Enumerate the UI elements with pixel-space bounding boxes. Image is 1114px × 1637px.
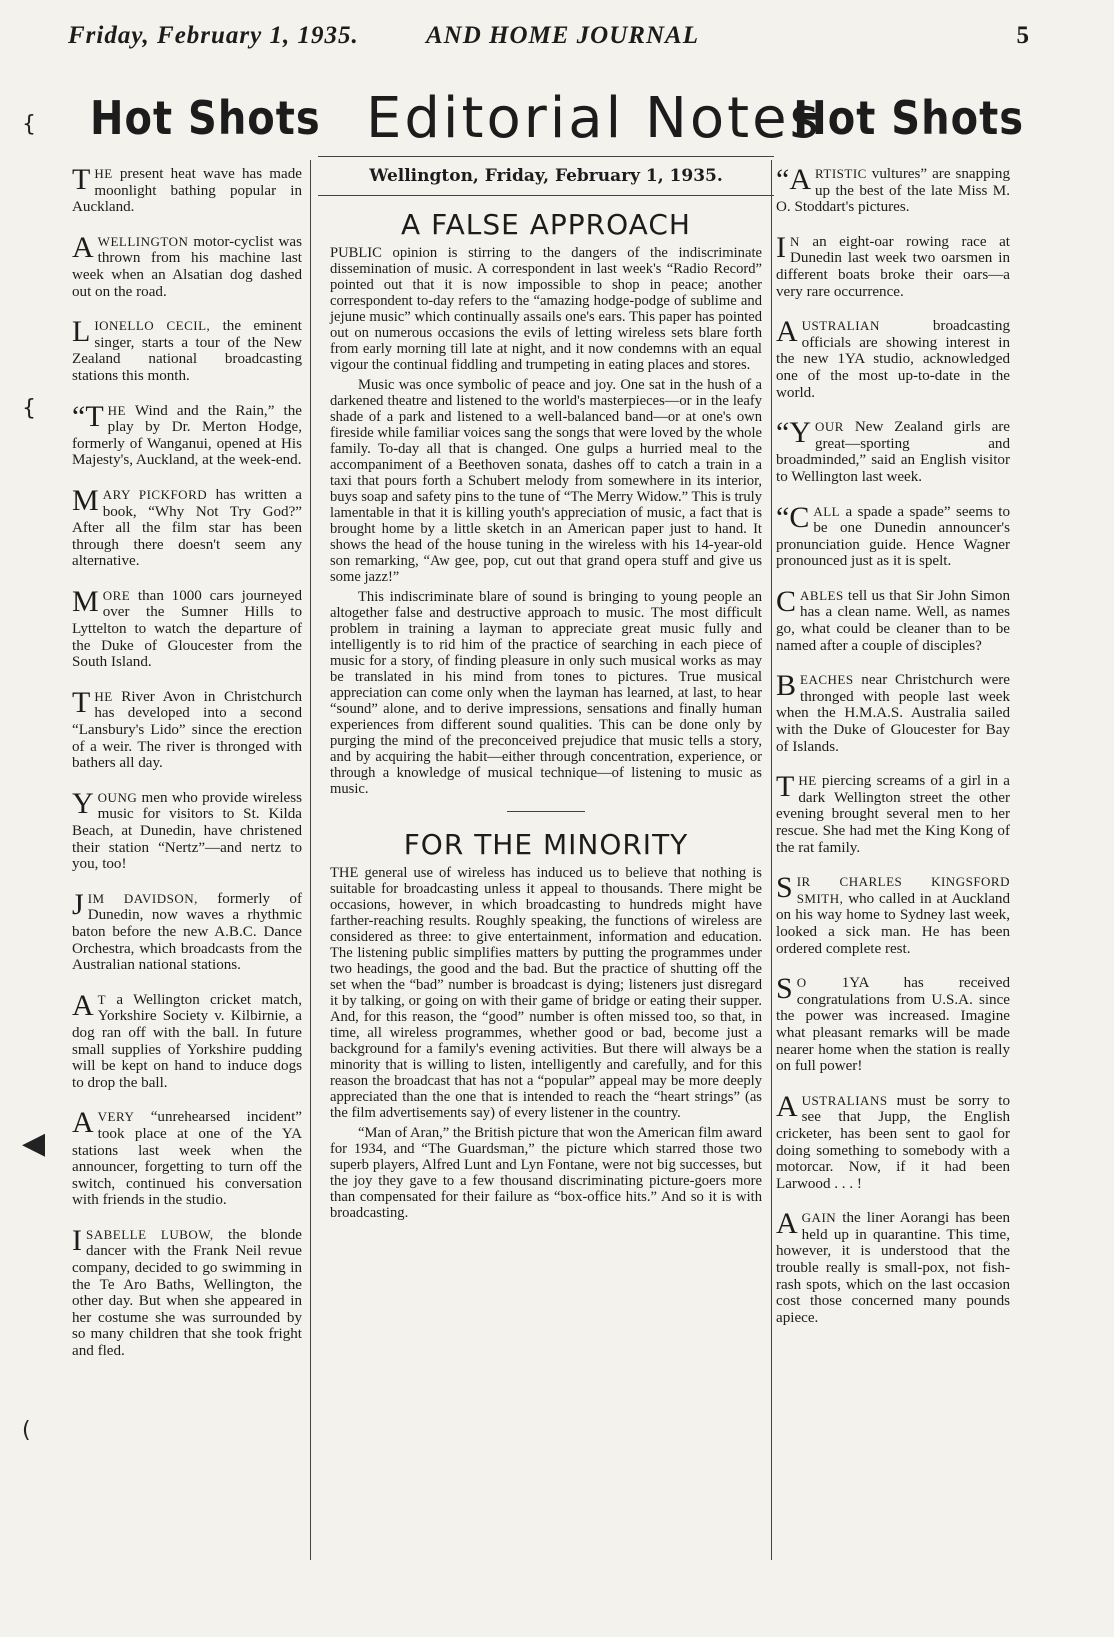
drop-cap: J bbox=[72, 887, 84, 921]
brief-lead: VERY bbox=[97, 1109, 135, 1125]
brief-text: 1YA has received congratulations from U.S.A. since the power was increased. Imagine what pleasant remarks will be made nearer home when the station is really on full power! bbox=[776, 975, 1010, 1075]
brief-text: near Christchurch were thronged with people last week when the H.M.A.S. Australia sailed with the Duke of Gloucester for Bay of Islands. bbox=[776, 672, 1010, 755]
page-header bbox=[68, 22, 1030, 56]
news-brief bbox=[776, 669, 1010, 755]
brief-lead: ARY PICKFORD bbox=[102, 486, 208, 502]
news-brief bbox=[72, 399, 302, 469]
brief-lead: HE bbox=[94, 166, 113, 181]
margin-mark: ( bbox=[22, 1418, 31, 1443]
brief-text: tell us that Sir John Simon has a clean name. Well, as names go, what could be cleaner than to be named after a couple of disciples? bbox=[776, 587, 1010, 654]
news-brief bbox=[72, 230, 302, 300]
brief-text: piercing screams of a girl in a dark Wellington street the other evening brought several men to her rescue. She had met the King Kong of the rat family. bbox=[776, 773, 1010, 856]
news-brief bbox=[776, 500, 1010, 570]
brief-lead: IR CHARLES KINGSFORD SMITH, bbox=[796, 874, 1010, 906]
article-paragraph: “Man of Aran,” the British picture that won the American film award for 1934, and “The Guardsman,” the picture which starred those two superb players, Alfred Lunt and Lyn Fontane, were not big successes, but the joy they gave to a few thousand discriminating picture-goers more than compensated for their failure as “box-office hits.” And so it is with broadcasting. bbox=[330, 1125, 762, 1221]
drop-cap: A bbox=[776, 1089, 798, 1123]
brief-text: a Wellington cricket match, Yorkshire Society v. Kilbirnie, a dog ran off with the ball. In future small supplies of Yorkshire pudding will be kept on hand to induce dogs to drop the ball. bbox=[72, 991, 302, 1091]
news-brief bbox=[776, 770, 1010, 856]
news-brief bbox=[776, 584, 1010, 654]
news-brief bbox=[72, 988, 302, 1092]
news-brief bbox=[776, 871, 1010, 957]
drop-cap: A bbox=[72, 230, 94, 264]
brief-text: who called in at Auckland on his way home to Sydney last week, looked a sick man. He has been ordered complete rest. bbox=[776, 890, 1010, 957]
drop-cap: S bbox=[776, 871, 793, 905]
headline-false-approach: A FALSE APPROACH bbox=[401, 208, 691, 241]
brief-lead: OUNG bbox=[97, 789, 138, 805]
drop-cap: “A bbox=[776, 163, 811, 196]
brief-text: formerly of Dunedin, now waves a rhythmic baton before the new A.B.C. Dance Orchestra, which broadcasts from the Australian national stations. bbox=[72, 890, 302, 974]
brief-text: Wind and the Rain,” the play by Dr. Merton Hodge, formerly of Wanganui, opened at His Majesty's, Auckland, at the week-end. bbox=[72, 402, 302, 469]
brief-text: a spade a spade” seems to be one Dunedin announcer's pronunciation guide. Hence Wagner pronounced just as it is spelt. bbox=[776, 503, 1010, 570]
drop-cap: M bbox=[72, 483, 99, 517]
dateline: Wellington, Friday, February 1, 1935. bbox=[318, 156, 774, 196]
drop-cap: B bbox=[776, 669, 797, 703]
brief-lead: USTRALIAN bbox=[801, 318, 880, 334]
drop-cap: A bbox=[776, 315, 798, 349]
drop-cap: A bbox=[776, 1207, 798, 1241]
brief-text: motor-cyclist was thrown from his machine last week when an Alsatian dog dashed out on the road. bbox=[72, 233, 302, 300]
drop-cap: I bbox=[72, 1223, 82, 1257]
brief-lead: OUR bbox=[814, 419, 844, 435]
brief-lead: T bbox=[97, 991, 107, 1007]
brief-lead: IONELLO CECIL, bbox=[94, 318, 211, 334]
news-brief bbox=[72, 685, 302, 772]
news-brief bbox=[72, 483, 302, 570]
column-divider-left bbox=[310, 160, 311, 1560]
article-paragraph: PUBLIC opinion is stirring to the dangers of the indiscriminate dissemination of music. A correspondent in last week's “Radio Record” pointed out that it is now impossible to shop in peace; another correspondent to-day refers to the “amazing hodge-podge of sublime and jejune music” which continually assails one's ears. This paper has pointed out on numerous occasions the evils of letting wireless sets blare forth from early morning till late at night, and it now condemns with an equal vigour the continual fiddling and trumpeting in eating places and stores. bbox=[330, 245, 762, 373]
drop-cap: “Y bbox=[776, 416, 811, 450]
drop-cap: A bbox=[72, 988, 94, 1022]
brief-lead: RTISTIC bbox=[814, 166, 867, 181]
article-for-the-minority bbox=[318, 865, 774, 1221]
drop-cap: “T bbox=[72, 399, 104, 433]
drop-cap: C bbox=[776, 584, 797, 618]
news-brief bbox=[72, 584, 302, 671]
news-brief bbox=[776, 230, 1010, 300]
margin-mark: { bbox=[22, 112, 36, 137]
drop-cap: Y bbox=[72, 786, 94, 820]
brief-text: broadcasting officials are showing interest in the new 1YA studio, acknowledged one of the most up-to-date in the world. bbox=[776, 318, 1010, 401]
news-brief bbox=[776, 1089, 1010, 1193]
brief-lead: N bbox=[790, 233, 800, 249]
margin-mark: { bbox=[22, 396, 36, 421]
publication-name: AND HOME JOURNAL bbox=[426, 22, 699, 49]
issue-date: Friday, February 1, 1935. bbox=[68, 22, 359, 49]
news-brief bbox=[776, 315, 1010, 401]
brief-text: River Avon in Christchurch has developed into a second “Lansbury's Lido” since the erection of a weir. The river is thronged with bathers all day. bbox=[72, 688, 302, 772]
brief-lead: EACHES bbox=[800, 672, 854, 688]
news-brief bbox=[776, 416, 1010, 485]
drop-cap: S bbox=[776, 972, 793, 1006]
brief-lead: SABELLE LUBOW, bbox=[86, 1226, 214, 1242]
brief-lead: GAIN bbox=[801, 1210, 837, 1226]
hot-shots-right-column bbox=[776, 163, 1010, 1344]
article-paragraph: THE general use of wireless has induced us to believe that nothing is suitable for broadcasting unless it appeal to thousands. There might be occasions, however, in which broadcasting to hundreds might have farther-reaching results. Roughly speaking, the functions of wireless are considered as three: to give entertainment, information and education. The listening public simplifies matters by putting the programmes under two headings, the good and the bad. But the practice of shutting off the set when the “bad” number is broadcast is dying; listeners just disregard it by talking, or going on with their game of bridge or eating their supper. And, for this reason, the “good” number is often missed too, so that, in time, all wireless programmes, whether good or bad, become just a background for a family's evening activities. But there will always be a minority that is willing to listen, intelligently and carefully, and for this reason the broadcast that has not a “popular” appeal may be more deeply appreciated than the one that is intended to reach the “heart strings” (as the film advertisements say) of every listener in the country. bbox=[330, 865, 762, 1121]
brief-text: men who provide wireless music for visitors to St. Kilda Beach, at Dunedin, have christened their station “Nertz”—and nertz to you, too! bbox=[72, 789, 302, 873]
brief-text: than 1000 cars journeyed over the Sumner Hills to Lyttelton to watch the departure of the Duke of Gloucester from the South Island. bbox=[72, 587, 302, 671]
news-brief bbox=[72, 315, 302, 384]
drop-cap: T bbox=[72, 685, 91, 719]
drop-cap: “C bbox=[776, 500, 810, 534]
article-false-approach bbox=[318, 245, 774, 797]
hot-shots-right-logo: Hot Shots bbox=[793, 92, 1024, 146]
news-brief bbox=[72, 163, 302, 216]
drop-cap: M bbox=[72, 584, 99, 618]
hot-shots-left-logo: Hot Shots bbox=[90, 92, 321, 146]
news-brief bbox=[72, 1223, 302, 1360]
brief-text: present heat wave has made moonlight bathing popular in Auckland. bbox=[72, 166, 302, 216]
section-banner bbox=[80, 88, 1024, 158]
brief-text: the liner Aorangi has been held up in quarantine. This time, however, it is understood that the trouble really is small-pox, not fish-rash spots, which on the last occasion cost those concerned many pounds apiece. bbox=[776, 1210, 1010, 1326]
drop-cap: L bbox=[72, 315, 91, 349]
brief-lead: WELLINGTON bbox=[97, 233, 189, 249]
brief-lead: IM DAVIDSON, bbox=[87, 890, 198, 906]
news-brief bbox=[72, 1106, 302, 1209]
section-divider bbox=[507, 811, 585, 812]
news-brief bbox=[776, 972, 1010, 1075]
brief-text: vultures” are snapping up the best of the late Miss M. O. Stoddart's pictures. bbox=[776, 166, 1010, 216]
news-brief bbox=[776, 163, 1010, 216]
editorial-column bbox=[318, 156, 774, 1225]
brief-text: the eminent singer, starts a tour of the New Zealand national broadcasting stations this month. bbox=[72, 318, 302, 384]
brief-text: an eight-oar rowing race at Dunedin last week two oarsmen in different boats broke their oars—a very rare occurrence. bbox=[776, 233, 1010, 300]
brief-lead: HE bbox=[94, 688, 113, 704]
news-brief bbox=[72, 786, 302, 873]
brief-text: “unrehearsed incident” took place at one of the YA stations last week when the announcer, forgetting to turn off the switch, continued his conversation with friends in the studio. bbox=[72, 1109, 302, 1209]
brief-lead: HE bbox=[107, 402, 126, 418]
brief-lead: ORE bbox=[102, 587, 131, 603]
drop-cap: A bbox=[72, 1106, 94, 1140]
brief-text: must be sorry to see that Jupp, the English cricketer, has been sent to gaol for doing something to somebody with a motorcar. Now, if it had been Larwood . . . ! bbox=[776, 1092, 1010, 1192]
margin-mark: ◀ bbox=[22, 1126, 46, 1161]
drop-cap: T bbox=[776, 770, 795, 804]
brief-text: New Zealand girls are great—sporting and broadminded,” said an English visitor to Wellington last week. bbox=[776, 419, 1010, 485]
news-brief bbox=[776, 1207, 1010, 1326]
drop-cap: T bbox=[72, 163, 91, 196]
hot-shots-left-column bbox=[72, 163, 302, 1378]
article-paragraph: Music was once symbolic of peace and joy. One sat in the hush of a darkened theatre and listened to the world's masterpieces—or in the leafy shade of a park and listened to a well-balanced band—or at one's own fireside while familiar voices sang the songs that were loved by the whole family. To-day all that is changed. One gulps a hurried meal to the accompaniment of a Beethoven sonata, dashes off to catch a train in a taxi that pours forth a Schubert melody from somewhere in its interior, buys soap and safety pins to the tune of “The Merry Widow.” This is truly lamentable in that it is killing youth's appreciation of music, a fact that is brought home by a little sketch in an American paper just to hand. It shows the head of the house tuning in the wireless with his 14-year-old son remarking, “Aw gee, pop, cut out that grand opera stuff and give us some jazz!” bbox=[330, 377, 763, 585]
drop-cap: I bbox=[776, 230, 786, 264]
news-brief bbox=[72, 887, 302, 974]
brief-text: the blonde dancer with the Frank Neil revue company, decided to go swimming in the Te Aro Baths, Wellington, the other day. But when she appeared in her costume she was surrounded by so many children that she took fright and fled. bbox=[72, 1226, 302, 1360]
page-number: 5 bbox=[1016, 22, 1030, 49]
brief-lead: ABLES bbox=[800, 587, 844, 603]
brief-lead: ALL bbox=[813, 503, 841, 519]
brief-lead: USTRALIANS bbox=[801, 1092, 888, 1108]
brief-lead: HE bbox=[798, 773, 817, 789]
section-title: Editorial Notes bbox=[366, 86, 822, 151]
brief-lead: O bbox=[796, 975, 807, 991]
article-paragraph: This indiscriminate blare of sound is bringing to young people an altogether false and destructive approach to music. The most difficult problem in training a layman to appreciate great music fully and intelligently is to rid him of the practice of searching in each piece of music for a story, of finding pleasure in only such musical works as may be translated in his mind from tones to pictures. True musical appreciation can come only when the layman has learned, at last, to hear “sound” alone, and to derive impressions, sensations and finally human experiences from different sound qualities. This can be done only by purging the mind of the preconceived prejudice that music tells a story, and by acquiring the habit—either through concentration, experience, or through a knowledge of musical technique—of listening to music as music. bbox=[330, 589, 762, 797]
brief-text: has written a book, “Why Not Try God?” After all the film star has been through there doesn't seem any alternative. bbox=[72, 486, 302, 570]
headline-for-the-minority: FOR THE MINORITY bbox=[403, 828, 689, 861]
